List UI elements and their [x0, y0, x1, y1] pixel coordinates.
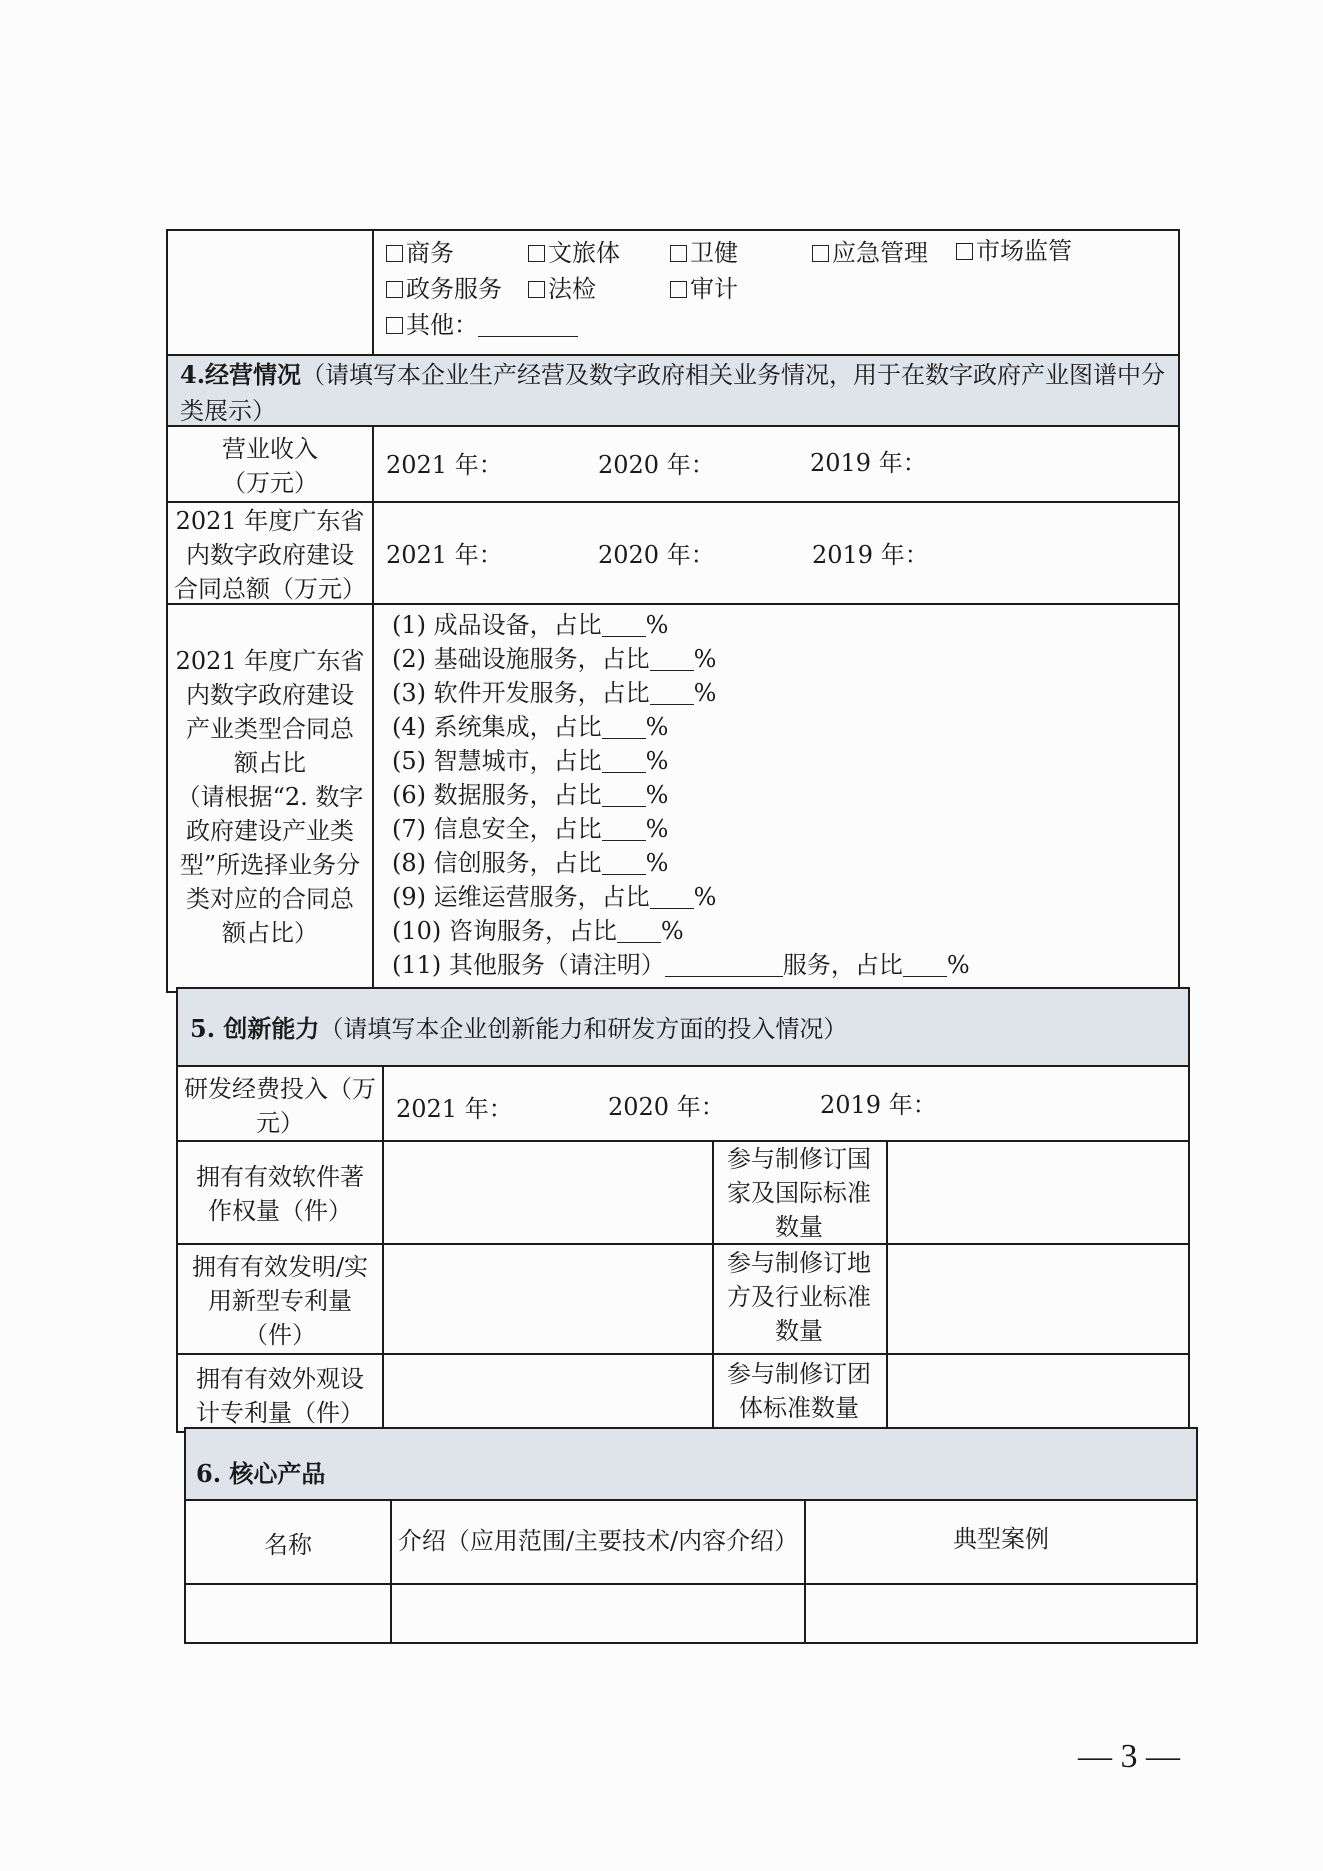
section4-desc-1: （请填写本企业生产经营及数字政府相关业务情况，用于在数字政府产业图谱中分 [301, 361, 1166, 389]
checkbox-audit[interactable]: 审计 [670, 272, 738, 306]
local-standard-value[interactable] [890, 1247, 1186, 1351]
checkbox-market-supervision[interactable]: 市场监管 [956, 234, 1072, 268]
intl-standard-value[interactable] [890, 1144, 1186, 1240]
revenue-2019[interactable]: 2019 年： [810, 449, 927, 477]
product-name-cell[interactable] [188, 1587, 388, 1642]
contract-2021[interactable]: 2021 年： [386, 541, 503, 569]
revenue-label: 营业收入 （万元） [222, 435, 318, 497]
page-number: — 3 — [1078, 1738, 1180, 1775]
product-case-cell[interactable] [808, 1587, 1194, 1642]
section6-header-band [186, 1429, 1196, 1499]
section6-title: 6. 核心产品 [196, 1459, 326, 1488]
checkbox-law[interactable]: 法检 [528, 272, 596, 306]
section5-title: 5. 创新能力 [190, 1014, 320, 1043]
rd-2021[interactable]: 2021 年： [396, 1095, 513, 1123]
other-service-blank[interactable] [665, 954, 783, 977]
checkbox-health[interactable]: 卫健 [670, 236, 738, 270]
ratio-item: (7) 信息安全，占比 % [392, 815, 669, 843]
contract-2019[interactable]: 2019 年： [812, 541, 929, 569]
checkbox-culture-tourism[interactable]: 文旅体 [528, 236, 620, 270]
ratio-item: (10) 咨询服务，占比 % [392, 917, 684, 945]
patent-invention-label: 拥有有效发明/实 用新型专利量 （件） [191, 1253, 369, 1349]
revenue-2021[interactable]: 2021 年： [386, 451, 503, 479]
checkbox-government-service[interactable]: 政务服务 [386, 272, 502, 306]
col-header-intro: 介绍（应用范围/主要技术/内容介绍） [397, 1527, 799, 1555]
patent-design-label: 拥有有效外观设 计专利量（件） [196, 1365, 364, 1427]
section4-header [180, 358, 1165, 392]
ratio-item: (1) 成品设备，占比 % [392, 611, 669, 639]
ratio-item-other: (11) 其他服务（请注明） 服务，占比 % [392, 951, 970, 979]
ratio-item: (5) 智慧城市，占比 % [392, 747, 669, 775]
ratio-list [392, 608, 1172, 982]
rd-investment-label: 研发经费投入（万 元） [184, 1075, 376, 1137]
checkbox-other[interactable]: 其他： [386, 308, 578, 342]
local-standard-label: 参与制修订地 方及行业标准 数量 [727, 1249, 871, 1345]
ratio-item: (9) 运维运营服务，占比 % [392, 883, 717, 911]
software-copyright-label: 拥有有效软件著 作权量（件） [196, 1163, 364, 1225]
checkbox-row-1 [386, 236, 454, 270]
contract-total-label: 2021 年度广东省 内数字政府建设 合同总额（万元） [174, 507, 366, 603]
checkbox-commerce[interactable]: 商务 [386, 239, 454, 267]
rd-2019[interactable]: 2019 年： [820, 1091, 937, 1119]
section4-title: 4.经营情况 [180, 360, 302, 389]
other-blank[interactable] [478, 314, 578, 337]
col-header-name: 名称 [264, 1531, 312, 1559]
section4-desc-2: 类展示） [180, 397, 276, 425]
contract-2020[interactable]: 2020 年： [598, 541, 715, 569]
intl-standard-label: 参与制修订国 家及国际标准 数量 [727, 1145, 871, 1241]
patent-design-value[interactable] [386, 1357, 708, 1431]
group-standard-value[interactable] [890, 1357, 1186, 1431]
checkbox-emergency[interactable]: 应急管理 [812, 236, 928, 270]
ratio-item: (2) 基础设施服务，占比 % [392, 645, 717, 673]
section5-desc: （请填写本企业创新能力和研发方面的投入情况） [319, 1015, 848, 1043]
ratio-label: 2021 年度广东省 内数字政府建设 产业类型合同总 额占比 （请根据“2. 数字 政府建设产业类 型”所选择业务分 类对应的合同总 额占比） [175, 647, 365, 947]
col-header-case: 典型案例 [953, 1525, 1049, 1553]
ratio-item: (6) 数据服务，占比 % [392, 781, 669, 809]
patent-invention-value[interactable] [386, 1247, 708, 1351]
rd-2020[interactable]: 2020 年： [608, 1093, 725, 1121]
product-intro-cell[interactable] [394, 1587, 802, 1642]
ratio-item: (3) 软件开发服务，占比 % [392, 679, 717, 707]
revenue-2020[interactable]: 2020 年： [598, 451, 715, 479]
section5-header [190, 1012, 847, 1046]
ratio-item: (8) 信创服务，占比 % [392, 849, 669, 877]
group-standard-label: 参与制修订团 体标准数量 [727, 1360, 871, 1422]
ratio-item: (4) 系统集成，占比 % [392, 713, 669, 741]
software-copyright-value[interactable] [386, 1144, 708, 1240]
